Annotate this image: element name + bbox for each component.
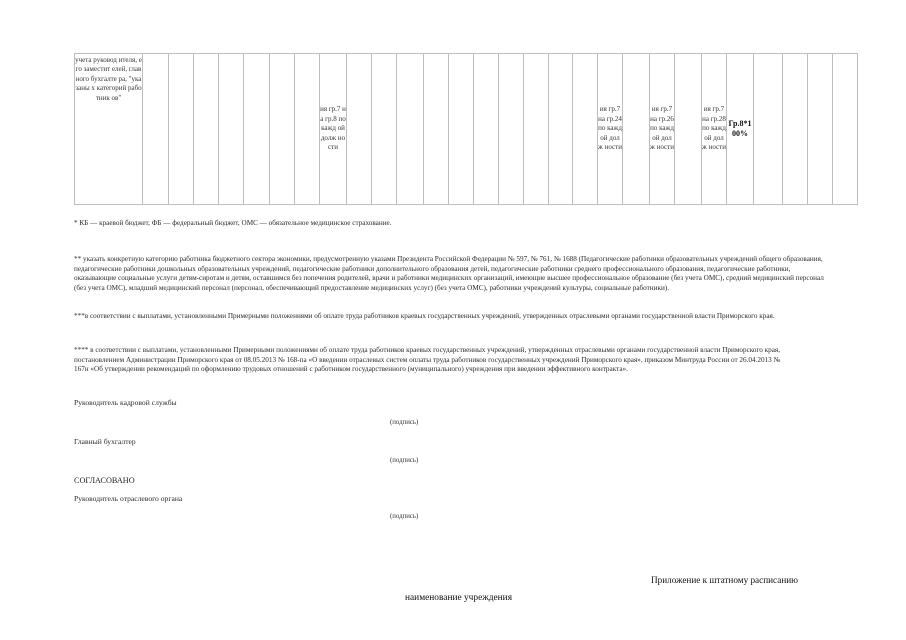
chief-accountant-label: Главный бухгалтер (74, 437, 136, 446)
table-cell (194, 54, 219, 205)
appendix-title: Приложение к штатному расписанию (651, 575, 799, 585)
table-cell (372, 54, 397, 205)
table-cell-col28: ия гр.7 на гр.28 по кажд ой долж ности (702, 54, 727, 205)
table-cell (833, 54, 858, 205)
table-cell (549, 54, 573, 205)
hr-head-label: Руководитель кадровой службы (74, 398, 177, 407)
approved-label: СОГЛАСОВАНО (74, 476, 135, 485)
table-cell (295, 54, 320, 205)
table-cell (449, 54, 474, 205)
table-cell (623, 54, 650, 205)
signature-caption-1: (подпись) (390, 419, 419, 426)
table-cell (783, 54, 808, 205)
signature-caption-2: (подпись) (390, 457, 419, 464)
table-cell (808, 54, 833, 205)
table-cell (424, 54, 449, 205)
table-cell (499, 54, 524, 205)
staffing-table (74, 53, 883, 205)
table-cell-col24: ия гр.7 на гр.24 по кажд ой долж ности (598, 54, 623, 205)
table-cell (244, 54, 270, 205)
table-cell (754, 54, 783, 205)
table-cell (524, 54, 549, 205)
table-cell (219, 54, 244, 205)
footnote-3: ***в соответствии с выплатами, установленными Примерными положениями об оплате труда работников краевых государственных учреждений, утвержденных отраслевыми органами государственной власти Приморского края. (74, 312, 775, 320)
table-cell-category: учета руковод ителя, его заместит елей, главного бухгалте ра, "указаны х категорий работник ов" (75, 54, 143, 205)
table-cell (675, 54, 702, 205)
table-cell (474, 54, 499, 205)
table-cell (270, 54, 295, 205)
footnote-2: ** указать конкретную категорию работника бюджетного сектора экономики, предусмотренную указами Президента Российской Федерации № 597, № 761, № 1688 (Педагогические работники образовательных учреждений общего образования, педагогические работники дошкольных образовательных учреждений, педагогические работники дополнительного образования детей, педагогические работники среднего профессионального образования, педагогические работники, оказывающие социальные услуги детям-сиротам и детям, оставшимся без попечения родителей, врачи и работники медицинских организаций, имеющие высшее профессиональное образование (без учета ОМС), средний медицинский персонал (без учета ОМС), младший медицинский персонал (персонал, обеспечивающий предоставление медицинских услуг) (без учета ОМС), работники учреждений культуры, социальные работники). (74, 255, 824, 292)
table-cell (397, 54, 424, 205)
footnote-1: * КБ — краевой бюджет, ФБ — федеральный бюджет, ОМС — обязательное медицинское страхование. (74, 219, 392, 227)
table-cell-col8: ия гр.7 на гр.8 по кажд ой долж ности (320, 54, 347, 205)
signature-caption-3: (подпись) (390, 513, 419, 520)
table-cell (143, 54, 169, 205)
table-cell (347, 54, 372, 205)
institution-name-label: наименование учреждения (405, 593, 513, 603)
table-cell-formula: Гр.8*100% (727, 54, 754, 205)
branch-head-label: Руководитель отраслевого органа (74, 494, 183, 503)
table-cell (573, 54, 598, 205)
footnote-4: **** в соответствии с выплатами, установленными Примерными положениями об оплате труда работников краевых государственных учреждений, утвержденных отраслевыми органами государственной власти Приморского края, постановлением Администрации Приморского края от 08.05.2013 № 168-па «О введении отраслевых систем оплаты труда работников государственных учреждений Приморского края», приказом Минтруда России от 26.04.2013 № 167н «Об утверждении рекомендаций по оформлению трудовых отношений с работником государственного (муниципального) учреждения при введении эффективного контракта». (74, 346, 781, 374)
table-cell (169, 54, 194, 205)
table-cell-col26: ия гр.7 на гр.26 по кажд ой долж ности (650, 54, 675, 205)
